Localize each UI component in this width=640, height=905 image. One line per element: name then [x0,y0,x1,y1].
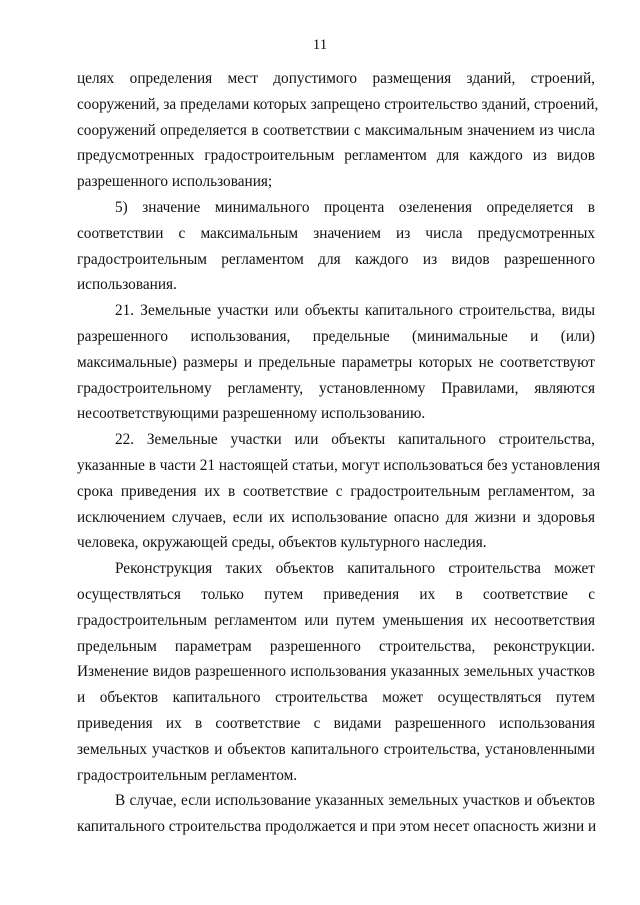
text-line: градостроительным регламентом для каждого из видов разрешенного [77,250,595,268]
text-line: градостроительным регламентом. [77,766,298,784]
text-line: разрешенного использования, предельные (минимальные и (или) [77,327,595,345]
text-line: Изменение видов разрешенного использования указанных земельных участков [77,663,595,681]
text-line: осуществляться только путем приведения их в соответствие с [77,585,595,603]
text-line: земельных участков и объектов капитального строительства, установленными [77,740,595,758]
text-line: предельным параметрам разрешенного строительства, реконструкции. [77,637,595,655]
text-line: приведения их в соответствие с видами разрешенного использования [77,714,595,732]
text-line: и объектов капитального строительства может осуществляться путем [77,689,595,707]
text-line: сооружений, за пределами которых запрещено строительство зданий, строений, [77,95,599,113]
document-body [77,66,601,840]
text-line: 5) значение минимального процента озеленения определяется в [115,198,595,216]
page-number: 11 [312,37,328,53]
text-line: исключением случаев, если их использование опасно для жизни и здоровья [77,508,595,526]
text-line: градостроительным регламентом или путем уменьшения их несоответствия [77,611,595,629]
text-line: срока приведения их в соответствие с градостроительным регламентом, за [77,482,595,500]
text-line: разрешенного использования; [77,173,273,191]
text-line: максимальные) размеры и предельные параметры которых не соответствуют [77,353,595,371]
text-line: человека, окружающей среды, объектов культурного наследия. [77,534,487,552]
text-line: 22. Земельные участки или объекты капитального строительства, [115,431,595,449]
text-line: несоответствующими разрешенному использованию. [77,405,426,423]
text-line: капитального строительства продолжается и при этом несет опасность жизни и [77,818,597,836]
text-line: указанные в части 21 настоящей статьи, могут использоваться без установления [77,456,601,474]
text-line: сооружений определяется в соответствии с максимальным значением из числа [77,121,595,139]
text-line: Реконструкция таких объектов капитального строительства может [115,560,595,578]
text-line: В случае, если использование указанных земельных участков и объектов [115,792,595,810]
text-line: соответствии с максимальным значением из числа предусмотренных [77,224,595,242]
text-line: использования. [77,276,177,294]
text-line: 21. Земельные участки или объекты капитального строительства, виды [115,302,595,320]
text-line: целях определения мест допустимого размещения зданий, строений, [77,70,595,87]
text-line: предусмотренных градостроительным регламентом для каждого из видов [77,147,595,165]
text-line: градостроительному регламенту, установленному Правилами, являются [77,379,595,397]
